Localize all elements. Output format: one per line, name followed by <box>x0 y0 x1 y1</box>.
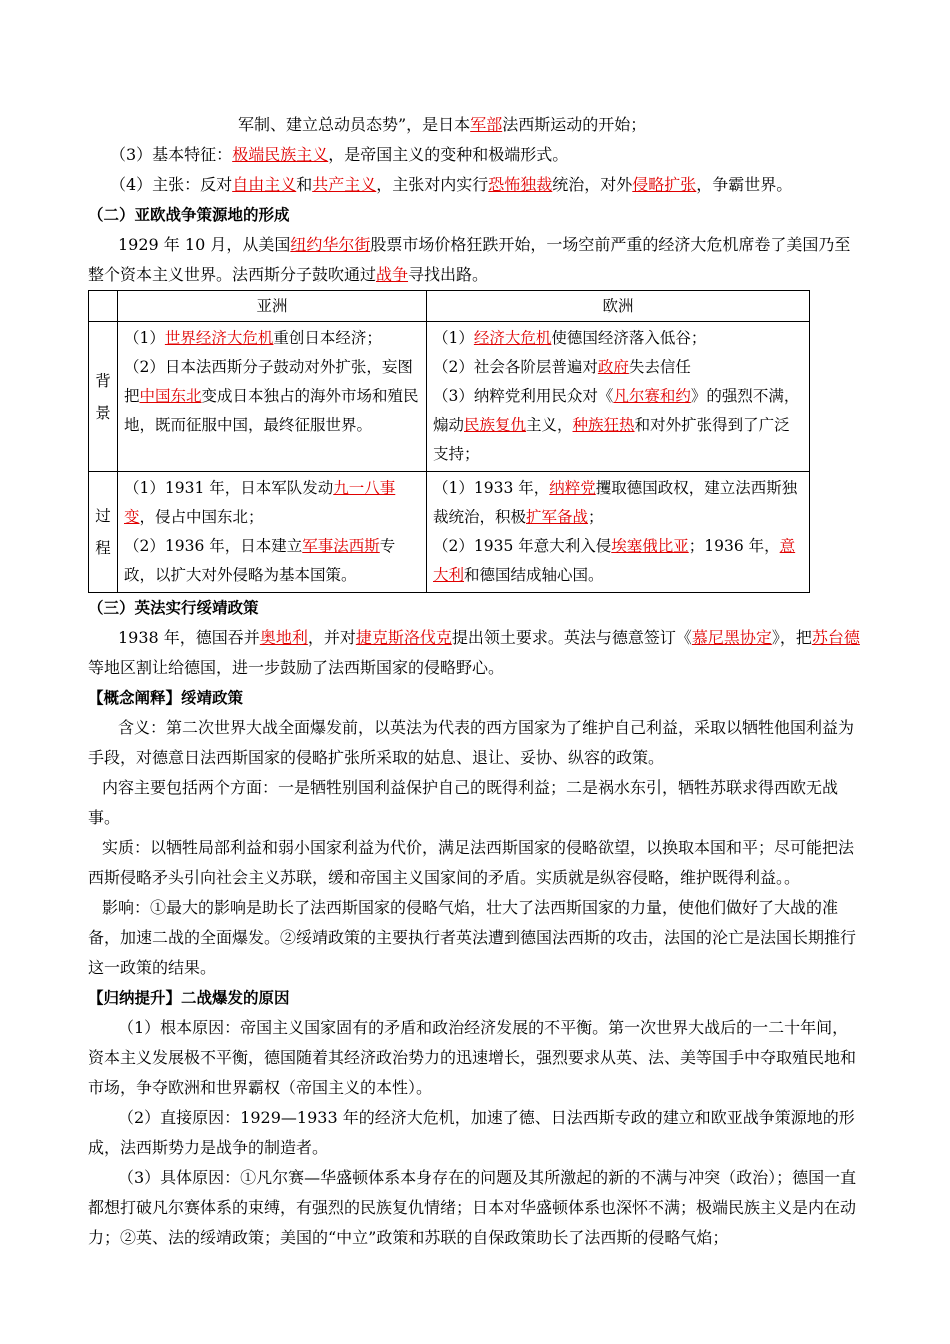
row-label-background: 背景 <box>89 322 118 472</box>
paragraph-militarism: 军制、建立总动员态势”，是日本军部法西斯运动的开始； <box>238 115 647 134</box>
cell-asia-background: （1）世界经济大危机重创日本经济； （2）日本法西斯分子鼓动对外扩张，妄图把中国东北变成日本独占的海外市场和殖民地，既而征服中国，最终征服世界。 <box>118 322 427 472</box>
keyword: 军部 <box>470 115 503 134</box>
keyword: 共产主义 <box>312 175 377 194</box>
keyword: 奥地利 <box>259 628 308 647</box>
keyword: 苏台德 <box>811 628 860 647</box>
concept-heading: 【概念阐释】绥靖政策 <box>88 689 244 707</box>
concept-essence: 实质：以牺牲局部利益和弱小国家利益为代价，满足法西斯国家的侵略欲望，以换取本国和平；尽可能把法西斯侵略矛头引向社会主义苏联，缓和帝国主义国家间的矛盾。实质就是纵容侵略，维护既得利益。。 <box>88 838 855 887</box>
table-corner-cell <box>89 291 118 322</box>
column-asia: 亚洲 <box>118 291 427 322</box>
keyword: 种族狂热 <box>572 416 635 434</box>
summary-direct-cause: （2）直接原因：1929—1933 年的经济大危机，加速了德、日法西斯专政的建立和欧亚战争策源地的形成，法西斯势力是战争的制造者。 <box>88 1108 855 1157</box>
summary-root-cause: （1）根本原因：帝国主义国家固有的矛盾和政治经济发展的不平衡。第一次世界大战后的一二十年间，资本主义发展极不平衡，德国随着其经济政治势力的迅速增长，强烈要求从英、法、美等国手中夺取殖民地和市场，争夺欧洲和世界霸权（帝国主义的本性）。 <box>88 1018 857 1097</box>
paragraph-claims: （4）主张：反对自由主义和共产主义，主张对内实行恐怖独裁统治，对外侵略扩张，争霸世界。 <box>110 175 793 194</box>
paragraph-feature: （3）基本特征：极端民族主义，是帝国主义的变种和极端形式。 <box>110 145 569 164</box>
keyword: 战争 <box>376 265 409 284</box>
keyword: 凡尔赛和约 <box>613 387 691 405</box>
keyword: 九一八事变 <box>124 479 396 526</box>
keyword: 极端民族主义 <box>232 145 329 164</box>
keyword: 自由主义 <box>232 175 297 194</box>
concept-impact: 影响：①最大的影响是助长了法西斯国家的侵略气焰，壮大了法西斯国家的力量，使他们做好了大战的准备，加速二战的全面爆发。②绥靖政策的主要执行者英法遭到德国法西斯的攻击，法国的沦亡是法国长期推行这一政策的结果。 <box>88 898 857 977</box>
table-header-row <box>89 291 810 322</box>
paragraph-appeasement: 1938 年，德国吞并奥地利，并对捷克斯洛伐克提出领土要求。英法与德意签订《慕尼黑协定》，把苏台德等地区割让给德国，进一步鼓励了法西斯国家的侵略野心。 <box>88 628 860 677</box>
keyword: 政府 <box>597 358 629 376</box>
cell-europe-process: （1）1933 年，纳粹党攫取德国政权，建立法西斯独裁统治，积极扩军备战； （2）1935 年意大利入侵埃塞俄比亚；1936 年，意大利和德国结成轴心国。 <box>427 472 810 593</box>
keyword: 军事法西斯 <box>302 537 380 555</box>
keyword: 纽约华尔街 <box>290 235 371 254</box>
cell-europe-background: （1）经济大危机使德国经济落入低谷； （2）社会各阶层普遍对政府失去信任 （3）纳粹党利用民众对《凡尔赛和约》的强烈不满，煽动民族复仇主义，种族狂热和对外扩张得到了广泛支持； <box>427 322 810 472</box>
section-heading: （二）亚欧战争策源地的形成 <box>88 206 290 224</box>
table-row-background <box>89 322 810 472</box>
keyword: 侵略扩张 <box>632 175 697 194</box>
keyword: 意大利 <box>433 537 796 584</box>
keyword: 世界经济大危机 <box>164 329 274 347</box>
cell-asia-process: （1）1931 年，日本军队发动九一八事变，侵占中国东北； （2）1936 年，日本建立军事法西斯专政，以扩大对外侵略为基本国策。 <box>118 472 427 593</box>
summary-specific-cause: （3）具体原因：①凡尔赛—华盛顿体系本身存在的问题及其所激起的新的不满与冲突（政治）；德国一直都想打破凡尔赛体系的束缚，有强烈的民族复仇情绪；日本对华盛顿体系也深怀不满；极端民族主义是内在动力；②英、法的绥靖政策；美国的“中立”政策和苏联的自保政策助长了法西斯的侵略气焰； <box>88 1168 857 1247</box>
keyword: 捷克斯洛伐克 <box>355 628 452 647</box>
keyword: 慕尼黑协定 <box>691 628 772 647</box>
concept-meaning: 含义：第二次世界大战全面爆发前，以英法为代表的西方国家为了维护自己利益，采取以牺牲他国利益为手段，对德意日法西斯国家的侵略扩张所采取的姑息、退让、妥协、纵容的政策。 <box>88 718 855 767</box>
section-heading: （三）英法实行绥靖政策 <box>88 599 259 617</box>
row-label-process: 过程 <box>89 472 118 593</box>
document-page <box>88 110 863 1253</box>
concept-content: 内容主要包括两个方面：一是牺牲别国利益保护自己的既得利益；二是祸水东引，牺牲苏联求得西欧无战事。 <box>88 778 839 827</box>
table-row-process <box>89 472 810 593</box>
keyword: 经济大危机 <box>473 329 552 347</box>
keyword: 民族复仇 <box>464 416 527 434</box>
keyword: 中国东北 <box>139 387 202 405</box>
keyword: 恐怖独裁 <box>488 175 553 194</box>
column-europe: 欧洲 <box>427 291 810 322</box>
keyword: 扩军备战 <box>526 508 589 526</box>
keyword: 纳粹党 <box>549 479 596 497</box>
summary-heading: 【归纳提升】二战爆发的原因 <box>88 989 290 1007</box>
paragraph-crisis: 1929 年 10 月，从美国纽约华尔街股票市场价格狂跌开始，一场空前严重的经济大危机席卷了美国乃至整个资本主义世界。法西斯分子鼓吹通过战争寻找出路。 <box>88 235 851 284</box>
comparison-table <box>88 290 810 593</box>
keyword: 埃塞俄比亚 <box>611 537 689 555</box>
